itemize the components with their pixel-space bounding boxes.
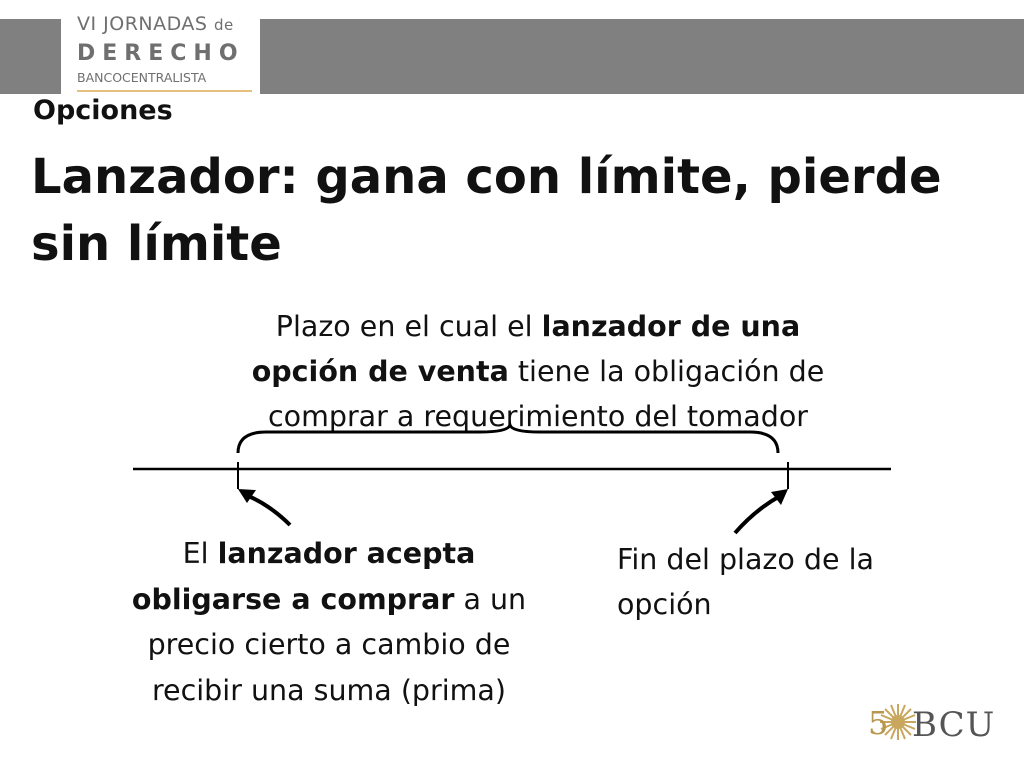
callout-writer-accepts <box>106 531 552 713</box>
arrow-right-head <box>771 489 788 505</box>
bcu-logo <box>860 700 1010 752</box>
arrow-left-head <box>238 489 256 503</box>
callout-end-of-period: Fin del plazo de la opción <box>617 543 874 621</box>
callout-top-bold: lanzador de una opción de venta <box>251 310 801 388</box>
callout-top-text1: Plazo en el cual el <box>275 310 542 343</box>
bcu-logo-text: BCU <box>912 705 996 745</box>
logo-line3: BANCOCENTRALISTA <box>77 70 207 85</box>
callout-top-text2: tiene la obligación de comprar a requerimiento del tomador <box>267 355 825 433</box>
callout-left-text2: a un precio cierto a cambio de recibir una suma (prima) <box>147 582 527 707</box>
logo-line2: DERECHO <box>77 41 245 66</box>
arrow-right-shaft <box>735 496 780 533</box>
callout-left-bold: lanzador acepta obligarse a comprar <box>131 537 476 616</box>
bcu-anniversary-number: 5 <box>868 704 889 742</box>
slide-title: Lanzador: gana con límite, pierde sin límite <box>31 149 942 272</box>
curly-brace <box>238 425 778 453</box>
arrow-left-shaft <box>246 495 290 525</box>
slide-subtitle: Opciones <box>33 95 173 126</box>
callout-left-text1: El <box>182 537 218 570</box>
logo-de: de <box>214 16 234 34</box>
logo-title: VI JORNADAS <box>77 13 208 35</box>
